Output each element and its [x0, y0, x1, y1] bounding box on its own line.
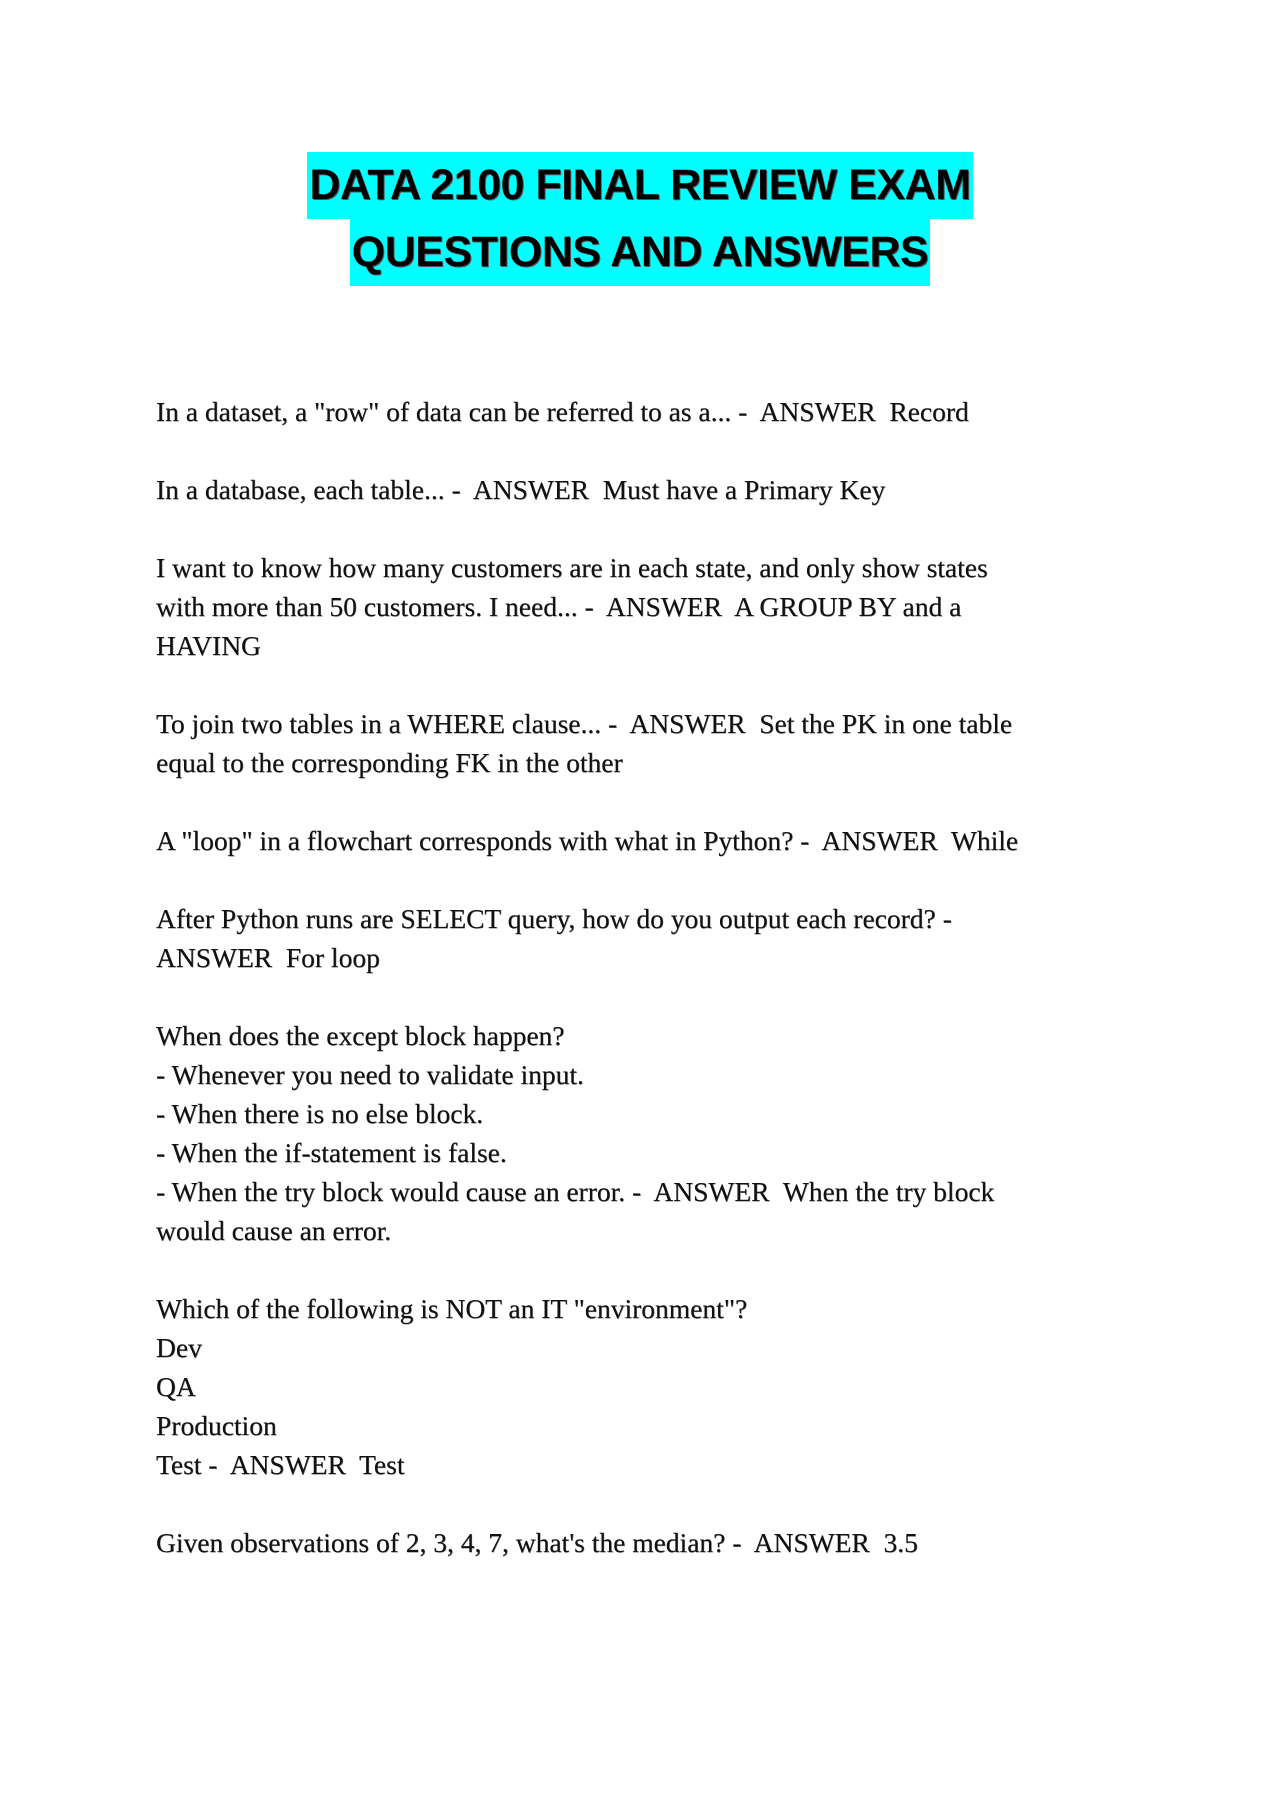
qa-line: - When there is no else block.	[156, 1098, 484, 1129]
qa-line: - When the if-statement is false.	[156, 1137, 507, 1168]
qa-item-2	[156, 470, 1116, 509]
qa-line: would cause an error.	[156, 1215, 392, 1246]
qa-item-8	[156, 1289, 1116, 1484]
qa-line: A "loop" in a flowchart corresponds with what in Python? - ANSWER While	[156, 825, 1019, 856]
qa-item-6	[156, 899, 1116, 977]
qa-item-4	[156, 704, 1116, 782]
qa-line: equal to the corresponding FK in the other	[156, 747, 623, 778]
qa-item-9	[156, 1523, 1116, 1562]
qa-line: After Python runs are SELECT query, how do you output each record? -	[156, 903, 952, 934]
qa-line: In a dataset, a "row" of data can be referred to as a... - ANSWER Record	[156, 396, 969, 427]
qa-line: HAVING	[156, 630, 261, 661]
qa-item-7	[156, 1016, 1116, 1250]
qa-line: When does the except block happen?	[156, 1020, 565, 1051]
qa-item-3	[156, 548, 1116, 665]
qa-line: Test - ANSWER Test	[156, 1449, 405, 1480]
qa-line: Given observations of 2, 3, 4, 7, what's the median? - ANSWER 3.5	[156, 1527, 918, 1558]
qa-line: Dev	[156, 1332, 202, 1363]
qa-line: Production	[156, 1410, 277, 1441]
qa-line: Which of the following is NOT an IT "environment"?	[156, 1293, 748, 1324]
qa-line: I want to know how many customers are in each state, and only show states	[156, 552, 988, 583]
qa-line: - Whenever you need to validate input.	[156, 1059, 584, 1090]
qa-line: ANSWER For loop	[156, 942, 380, 973]
qa-item-5	[156, 821, 1116, 860]
qa-list	[156, 392, 1116, 1601]
qa-line: In a database, each table... - ANSWER Must have a Primary Key	[156, 474, 886, 505]
qa-line: - When the try block would cause an error. - ANSWER When the try block	[156, 1176, 995, 1207]
document-title	[0, 152, 1280, 286]
qa-item-1	[156, 392, 1116, 431]
qa-line: QA	[156, 1371, 196, 1402]
title-line-2: QUESTIONS AND ANSWERS	[350, 219, 930, 286]
qa-line: with more than 50 customers. I need... - ANSWER A GROUP BY and a	[156, 591, 962, 622]
title-line-1: DATA 2100 FINAL REVIEW EXAM	[307, 152, 972, 219]
qa-line: To join two tables in a WHERE clause... - ANSWER Set the PK in one table	[156, 708, 1013, 739]
